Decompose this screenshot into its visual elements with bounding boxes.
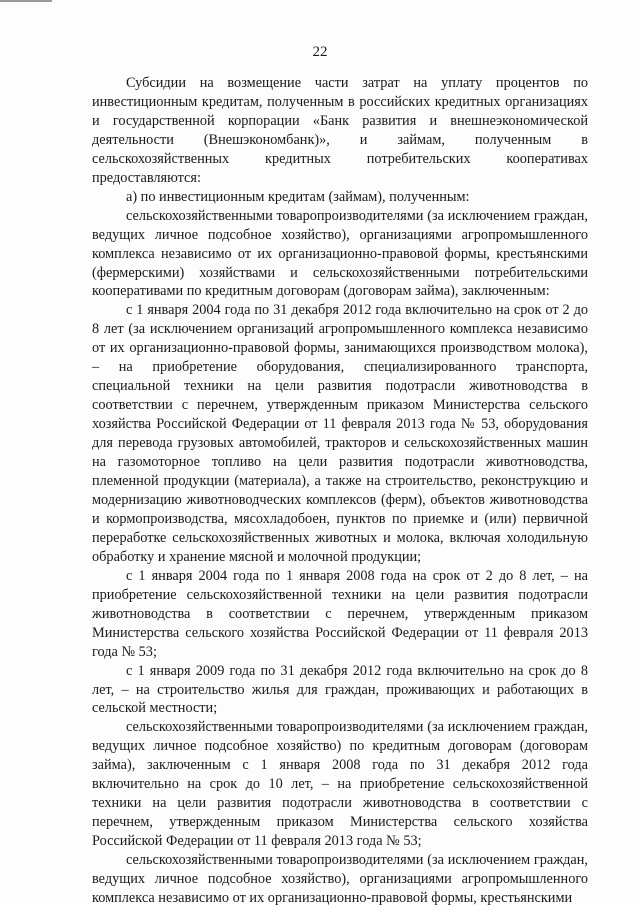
paragraph-item-a: а) по инвестиционным кредитам (займам), полученным: [126, 188, 470, 205]
paragraph-2004-2008-machinery: с 1 января 2004 года по 1 января 2008 года на срок от 2 до 8 лет, – на приобретение сельскохозяйственной техники на цели развития подотрасли животноводства в соответствии с перечнем, утвержденным приказом Министерства сельского хозяйства Российской Федерации от 11 февраля 2013 года № 53; [92, 567, 588, 660]
scan-edge-mark [0, 0, 52, 2]
paragraph-2004-2012-equipment: с 1 января 2004 года по 31 декабря 2012 года включительно на срок от 2 до 8 лет (за исключением организаций агропромышленного комплекса независимо от их организационно-правовой формы, занимающихся производством молока), – на приобретение оборудования, специализированного транспорта, специальной техники на цели развития подотрасли животноводства в соответствии с перечнем, утвержденным приказом Министерства сельского хозяйства Российской Федерации от 11 февраля 2013 года № 53, оборудования для перевода грузовых автомобилей, тракторов и сельскохозяйственных машин на газомоторное топливо на цели развития подотрасли животноводства, племенной продукции (материала), а также на строительство, реконструкцию и модернизацию животноводческих комплексов (ферм), объектов животноводства и кормопроизводства, мясохладобоен, пунктов по приемке и (или) первичной переработке сельскохозяйственных животных и молока, включая холодильную обработку и хранение мясной и молочной продукции; [92, 302, 588, 565]
paragraph-subsidies-intro: Субсидии на возмещение части затрат на уплату процентов по инвестиционным кредитам, полученным в российских кредитных организациях и государственной корпорации «Банк развития и внешнеэкономической деятельности (Внешэкономбанк)», и займам, полученным в сельскохозяйственных кредитных потребительских кооперативах предоставляются: [92, 75, 588, 186]
paragraph-2009-2012-housing: с 1 января 2009 года по 31 декабря 2012 года включительно на срок до 8 лет, – на строительство жилья для граждан, проживающих и работающих в сельской местности; [92, 662, 588, 717]
page-number: 22 [312, 44, 328, 60]
document-body [92, 74, 588, 908]
paragraph-producers-cooperatives: сельскохозяйственными товаропроизводителями (за исключением граждан, ведущих личное подсобное хозяйство), организациями агропромышленного комплекса независимо от их организационно-правовой формы, крестьянскими (фермерскими) хозяйствами и сельскохозяйственными потребительскими кооперативами по кредитным договорам (договорам займа), заключенным: [92, 207, 588, 300]
paragraph-producers-continued: сельскохозяйственными товаропроизводителями (за исключением граждан, ведущих личное подсобное хозяйство), организациями агропромышленного комплекса независимо от их организационно-правовой формы, крестьянскими [92, 852, 588, 906]
paragraph-2008-2012-machinery: сельскохозяйственными товаропроизводителями (за исключением граждан, ведущих личное подсобное хозяйство) по кредитным договорам (договорам займа), заключенным с 1 января 2008 года по 31 декабря 2012 года включительно на срок до 10 лет, – на приобретение сельскохозяйственной техники на цели развития подотрасли животноводства в соответствии с перечнем, утвержденным приказом Министерства сельского хозяйства Российской Федерации от 11 февраля 2013 года № 53; [92, 719, 588, 850]
